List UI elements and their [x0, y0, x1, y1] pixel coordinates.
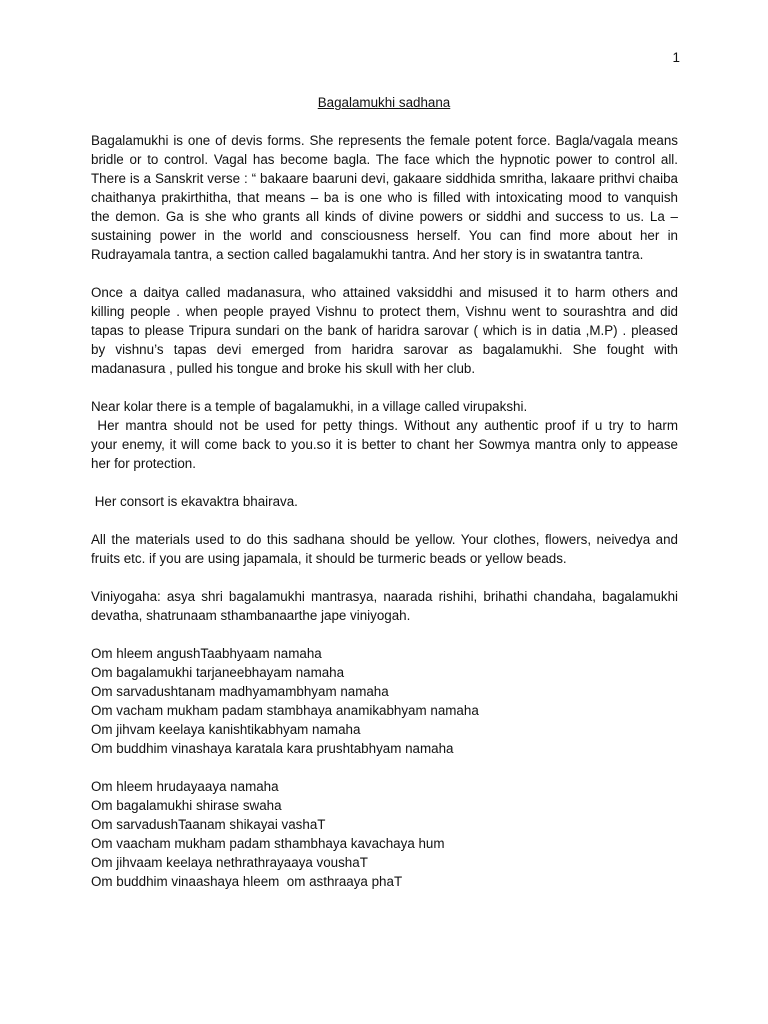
list-item: Om vacham mukham padam stambhaya anamikabhyam namaha	[91, 703, 479, 718]
story-paragraph	[91, 283, 678, 378]
page-number: 1	[672, 50, 680, 65]
list-item: Om vaacham mukham padam sthambhaya kavachaya hum	[91, 836, 445, 851]
viniyoga-line: Viniyogaha: asya shri bagalamukhi mantrasya, naarada rishihi, brihathi chandaha, bagalamukhi	[91, 589, 678, 604]
materials-line: fruits etc. if you are using japamala, it should be turmeric beads or yellow beads.	[91, 551, 567, 566]
intro-line: sustaining power in the world and consciousness herself. You can find more about her in	[91, 228, 678, 243]
hridaya-nyasa-list	[91, 777, 678, 891]
consort-paragraph: Her consort is ekavaktra bhairava.	[91, 494, 298, 509]
materials-paragraph	[91, 530, 678, 568]
story-line: Once a daitya called madanasura, who attained vaksiddhi and misused it to harm others and	[91, 285, 678, 300]
list-item: Om hleem angushTaabhyaam namaha	[91, 646, 322, 661]
list-item: Om buddhim vinashaya karatala kara prushtabhyam namaha	[91, 741, 454, 756]
list-item: Om hleem hrudayaaya namaha	[91, 779, 279, 794]
viniyoga-line: devatha, shatrunaam sthambanaarthe jape viniyogah.	[91, 608, 411, 623]
page-title: Bagalamukhi sadhana	[317, 95, 451, 110]
list-item: Om jihvaam keelaya nethrathrayaaya voushaT	[91, 855, 368, 870]
list-item: Om bagalamukhi tarjaneebhayam namaha	[91, 665, 345, 680]
list-item: Om bagalamukhi shirase swaha	[91, 798, 282, 813]
temple-line: your enemy, it will come back to you.so it is better to chant her Sowmya mantra only to appease	[91, 437, 678, 452]
temple-paragraph	[91, 397, 678, 473]
document-body	[91, 131, 678, 910]
intro-line: the demon. Ga is she who grants all kinds of divine powers or siddhi and success to us. La –	[91, 209, 678, 224]
story-line: madanasura , pulled his tongue and broke his skull with her club.	[91, 361, 476, 376]
list-item: Om sarvadushTaanam shikayai vashaT	[91, 817, 326, 832]
list-item: Om buddhim vinaashaya hleem om asthraaya phaT	[91, 874, 403, 889]
list-item: Om jihvam keelaya kanishtikabhyam namaha	[91, 722, 361, 737]
intro-line: There is a Sanskrit verse : “ bakaare baaruni devi, gakaare siddhida smritha, lakaare prithvi chaiba	[91, 171, 678, 186]
viniyoga-paragraph	[91, 587, 678, 625]
story-line: by vishnu’s tapas devi emerged from haridra sarovar as bagalamukhi. She fought with	[91, 342, 678, 357]
kara-nyasa-list	[91, 644, 678, 758]
intro-paragraph	[91, 131, 678, 264]
intro-line: Bagalamukhi is one of devis forms. She represents the female potent force. Bagla/vagala means	[91, 133, 678, 148]
temple-line: Her mantra should not be used for petty things. Without any authentic proof if u try to harm	[91, 418, 678, 433]
story-line: tapas to please Tripura sundari on the bank of haridra sarovar ( which is in datia ,M.P) . pleased	[91, 323, 678, 338]
list-item: Om sarvadushtanam madhyamambhyam namaha	[91, 684, 389, 699]
temple-line: her for protection.	[91, 456, 196, 471]
materials-line: All the materials used to do this sadhana should be yellow. Your clothes, flowers, neivedya and	[91, 532, 678, 547]
intro-line: chaithanya prakirthitha, that means – ba is one who is filled with intoxicating mood to vanquish	[91, 190, 678, 205]
temple-line: Near kolar there is a temple of bagalamukhi, in a village called virupakshi.	[91, 399, 528, 414]
story-line: killing people . when people prayed Vishnu to protect them, Vishnu went to sourashtra and did	[91, 304, 678, 319]
intro-line: bridle or to control. Vagal has become bagla. The face which the hypnotic power to control all.	[91, 152, 678, 167]
intro-line: Rudrayamala tantra, a section called bagalamukhi tantra. And her story is in swatantra tantra.	[91, 247, 644, 262]
